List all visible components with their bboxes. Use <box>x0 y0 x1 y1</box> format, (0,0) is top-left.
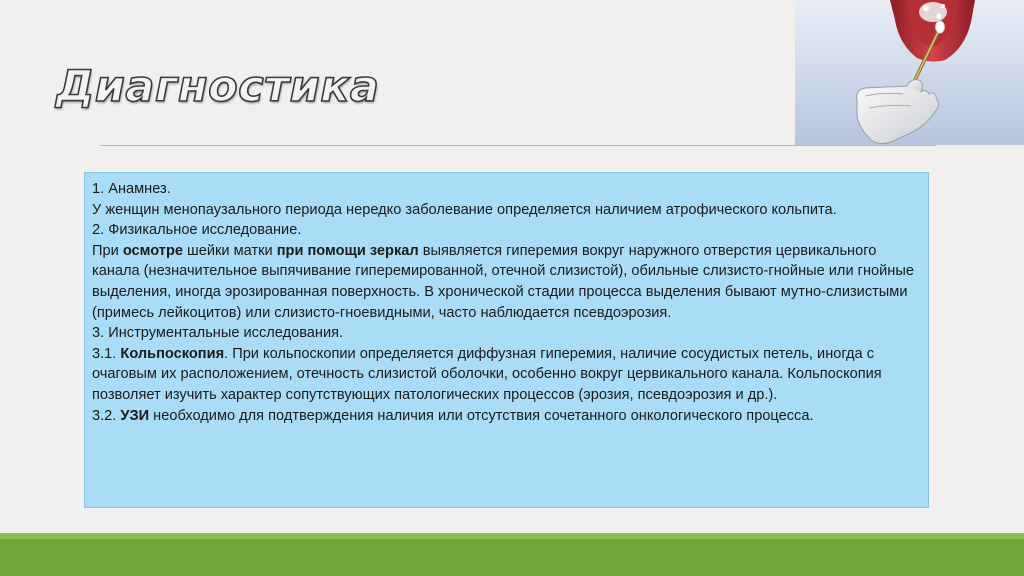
physical-exam-text <box>92 241 920 323</box>
text-run: необходимо для подтверждения наличия или отсутствия сочетанного онкологического процесса. <box>149 407 814 424</box>
section-anamnesis-heading: 1. Анамнез. <box>92 181 171 197</box>
text-run: . При кольпоскопии определяется диффузная гиперемия, наличие сосудистых петель, иногда с очаговым их расположением, отечность слизистой оболочки, особенно вокруг цервикального канала. Кольпоскопия позволяет изучить характер сопутствующих патологических процессов (эрозия, псевдоэрозия и др.). <box>92 345 882 403</box>
text-run: При <box>92 242 123 259</box>
anamnesis-text: У женщин менопаузального периода нередко заболевание определяется наличием атрофического кольпита. <box>92 201 837 218</box>
content-box <box>84 172 929 508</box>
text-run: 3.2. <box>92 407 121 424</box>
text-run: выявляется гиперемия вокруг наружного отверстия цервикального канала (незначительное выпячивание гиперемированной, отечной слизистой), обильные слизисто-гнойные или гнойные выделения, иногда эрозированная поверхность. В хронической стадии процесса выделения бывают мутно-слизистыми (примесь лейкоцитов) или слизисто-гноевидными, часто наблюдается псевдоэрозия. <box>92 242 914 321</box>
bold-term: УЗИ <box>120 407 150 424</box>
footer-stripe <box>0 533 1024 539</box>
bold-term: Кольпоскопия <box>120 345 225 362</box>
title-divider <box>100 145 936 146</box>
colposcopy-text <box>92 344 920 406</box>
bold-term: при помощи зеркал <box>276 242 419 259</box>
footer-bar <box>0 533 1024 576</box>
slide-title: Диагностика <box>56 62 380 112</box>
text-run: 3.1. <box>92 345 121 362</box>
section-instrumental-heading: 3. Инструментальные исследования. <box>92 325 344 342</box>
text-run: шейки матки <box>182 242 277 259</box>
section-physical-exam-heading: 2. Физикальное исследование. <box>92 222 302 239</box>
bold-term: осмотре <box>122 242 183 259</box>
swab-examination-icon <box>795 0 1024 145</box>
ultrasound-text <box>92 406 920 427</box>
